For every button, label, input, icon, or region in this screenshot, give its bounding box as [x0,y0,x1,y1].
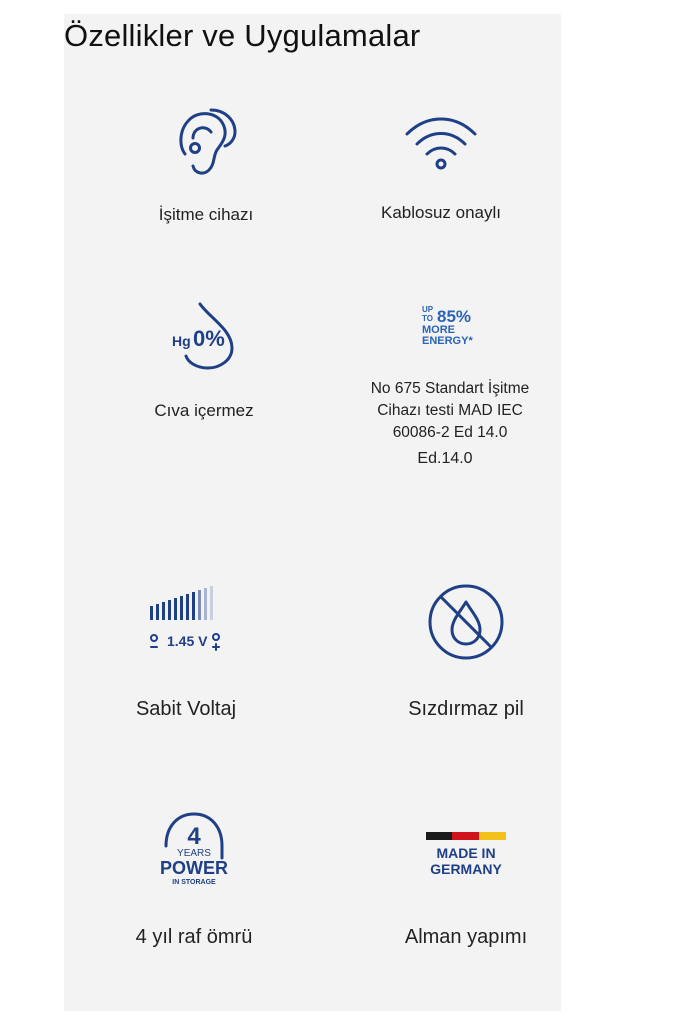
svg-text:85%: 85% [437,307,472,326]
feature-more-energy [350,302,550,468]
wifi-icon [401,112,481,174]
feature-leak-proof [366,582,566,720]
no-leak-icon [426,582,506,662]
feature-label: Alman yapımı [404,926,528,948]
feature-shelf-life [94,806,294,948]
feature-hearing-aid [106,104,306,226]
feature-label: İşitme cihazı [158,205,254,224]
four-years-icon [152,806,236,892]
mercury-free-icon [166,300,242,372]
feature-label: 4 yıl raf ömrü [135,926,253,948]
svg-text:UP: UP [422,305,434,314]
feature-label-ghost: Ed.14.0 [417,450,473,467]
svg-text:MADE IN: MADE IN [436,845,496,861]
feature-label: Cıva içermez [154,401,254,420]
svg-text:YEARS: YEARS [177,848,211,859]
feature-label-multiline: No 675 Standart İşitme Cihazı testi MAD IEC 60086-2 Ed 14.0 [370,380,530,441]
svg-text:TO: TO [422,314,433,323]
svg-text:GERMANY: GERMANY [430,861,502,877]
voltage-bars-icon [136,580,236,660]
section-title: Özellikler ve Uygulamalar [64,18,421,53]
feature-made-in-germany [366,830,566,948]
germany-flag-icon [424,830,508,880]
svg-text:IN STORAGE: IN STORAGE [172,879,216,886]
feature-label: Kablosuz onaylı [380,203,502,222]
svg-text:ENERGY*: ENERGY* [422,335,473,347]
svg-text:Hg: Hg [172,333,191,349]
svg-text:0%: 0% [193,326,225,351]
svg-text:POWER: POWER [159,858,229,878]
more-energy-icon [410,302,490,348]
feature-label: Sızdırmaz pil [408,698,524,720]
feature-mercury-free [104,300,304,422]
svg-text:1.45 V: 1.45 V [167,633,208,649]
ear-icon [171,104,241,180]
feature-label: Sabit Voltaj [135,698,237,720]
svg-text:MORE: MORE [422,324,455,336]
feature-wireless [341,112,541,224]
svg-text:4: 4 [187,823,201,850]
feature-constant-voltage [86,580,286,720]
